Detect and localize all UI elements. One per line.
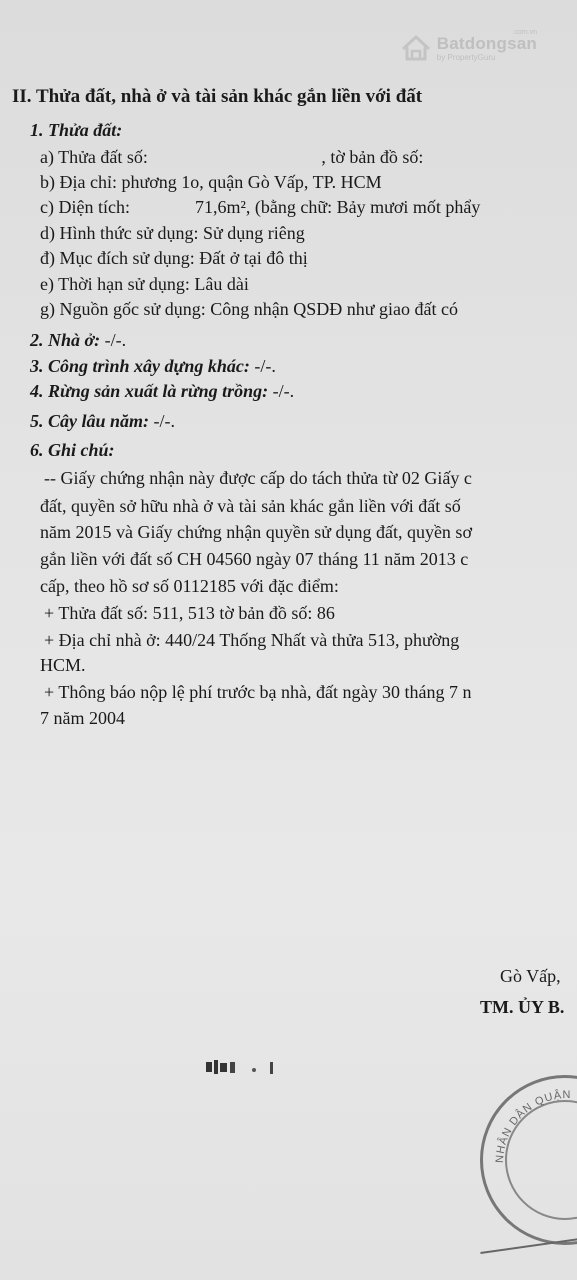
map-sheet-label: , tờ bản đồ số:: [321, 147, 424, 167]
note-line: 7 năm 2004: [40, 708, 125, 728]
signing-place: Gò Vấp,: [500, 966, 561, 986]
note-line: + Địa chỉ nhà ở: 440/24 Thống Nhất và thửa 513, phường: [44, 630, 460, 650]
usage-term-line: e) Thời hạn sử dụng: Lâu dài: [40, 274, 249, 294]
watermark-domain: .com.vn: [512, 28, 537, 36]
note-line: -- Giấy chứng nhận này được cấp do tách thửa từ 02 Giấy c: [44, 468, 472, 488]
parcel-title: 1. Thửa đất:: [30, 120, 123, 140]
other-construction-line: [30, 356, 276, 377]
forest-title: 4. Rừng sản xuất là rừng trồng:: [30, 381, 269, 401]
seal-marks: [204, 1058, 294, 1086]
note-line: gắn liền với đất số CH 04560 ngày 07 tháng 11 năm 2013 c: [40, 549, 469, 569]
signing-organization: TM. ỦY B.: [480, 997, 565, 1017]
batdongsan-watermark: [401, 28, 537, 62]
note-line: đất, quyền sở hữu nhà ở và tài sản khác gắn liền với đất số: [40, 496, 461, 516]
watermark-brand: Batdongsan: [436, 33, 537, 53]
seal-arc-text: NHÂN DÂN QUẬN: [493, 1088, 572, 1164]
parcel-number-line: [40, 147, 423, 168]
signature-scribble-icon: [204, 1058, 294, 1080]
note-line: cấp, theo hồ sơ số 0112185 với đặc điểm:: [40, 576, 339, 596]
svg-text:NHÂN DÂN QUẬN: [494, 1088, 572, 1163]
note-line: năm 2015 và Giấy chứng nhận quyền sử dụng đất, quyền sơ: [40, 522, 472, 542]
forest-value: -/-.: [272, 381, 295, 401]
house-line: [30, 330, 126, 351]
house-logo-icon: [401, 34, 431, 62]
other-construction-value: -/-.: [254, 356, 276, 376]
area-line: [40, 197, 480, 218]
watermark-sub: by PropertyGuru: [436, 52, 496, 62]
perennial-title: 5. Cây lâu năm:: [30, 411, 150, 431]
usage-purpose-line: đ) Mục đích sử dụng: Đất ở tại đô thị: [40, 248, 308, 268]
perennial-line: [30, 411, 175, 432]
area-value: 71,6m², (bằng chữ: Bảy mươi mốt phẩy: [194, 197, 481, 217]
house-value: -/-.: [104, 330, 127, 350]
official-seal: [480, 1075, 577, 1245]
usage-origin-line: g) Nguồn gốc sử dụng: Công nhận QSDĐ như giao đất có: [40, 299, 458, 319]
area-label: c) Diện tích:: [40, 197, 130, 217]
house-title: 2. Nhà ở:: [30, 330, 101, 350]
address-line: b) Địa chỉ: phương 1o, quận Gò Vấp, TP. HCM: [40, 172, 382, 192]
perennial-value: -/-.: [153, 411, 176, 431]
usage-form-line: d) Hình thức sử dụng: Sử dụng riêng: [40, 223, 305, 243]
forest-line: [30, 381, 294, 402]
note-line: HCM.: [40, 655, 86, 675]
note-line: + Thửa đất số: 511, 513 tờ bản đồ số: 86: [44, 603, 335, 623]
parcel-number-label: a) Thửa đất số:: [40, 147, 148, 167]
other-construction-title: 3. Công trình xây dựng khác:: [30, 356, 250, 376]
section-heading: II. Thửa đất, nhà ở và tài sản khác gắn liền với đất: [12, 86, 423, 107]
note-line: + Thông báo nộp lệ phí trước bạ nhà, đất ngày 30 tháng 7 n: [44, 682, 472, 702]
seal-text-icon: [483, 1078, 577, 1248]
notes-title: 6. Ghi chú:: [30, 440, 115, 460]
